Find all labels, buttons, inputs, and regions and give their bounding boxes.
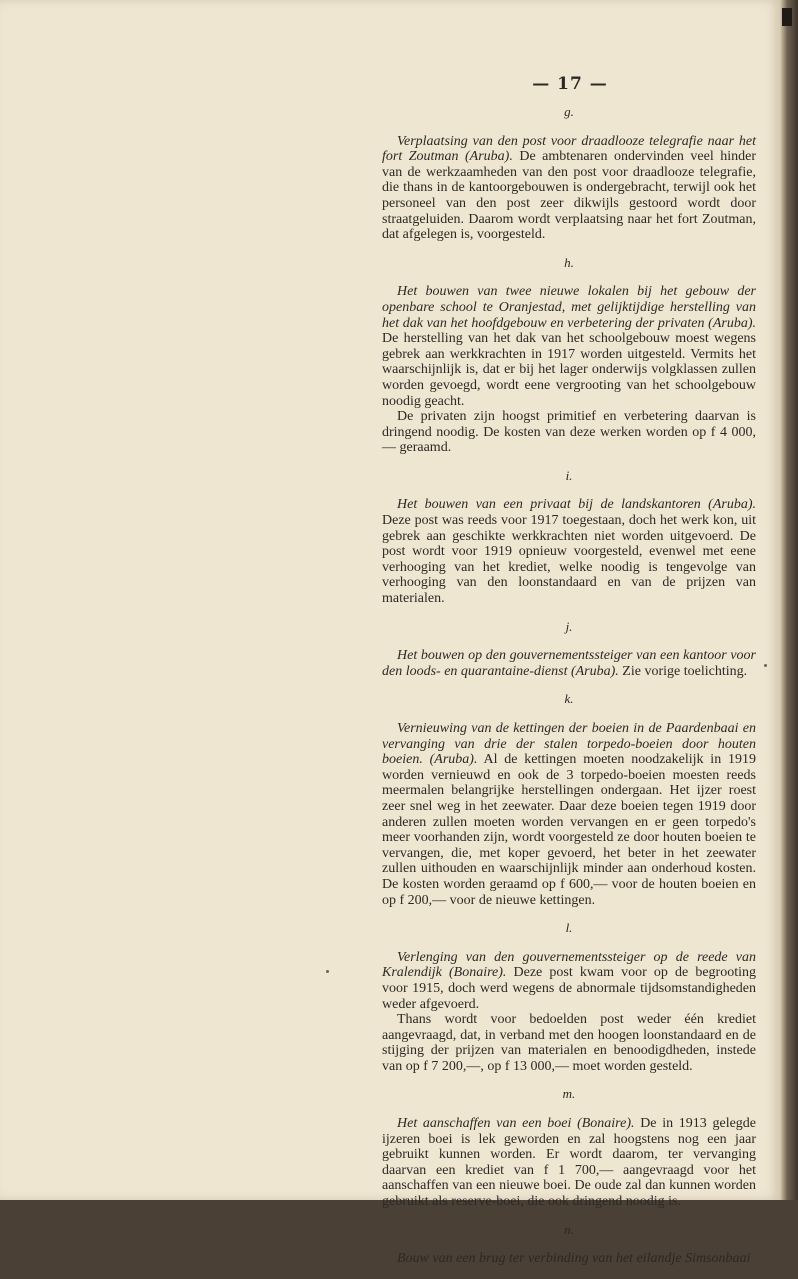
section-letter-l: l. — [565, 920, 573, 936]
binding-tab — [782, 8, 792, 26]
section-letter-n: n. — [564, 1221, 574, 1237]
section-letter-k: k. — [564, 691, 574, 707]
section-l — [382, 950, 756, 1075]
section-letter-g: g. — [564, 104, 574, 119]
section-g — [382, 134, 756, 243]
section-paragraph: Al de kettingen moeten noodzakelijk in 1919 worden vernieuwd en ook de 3 torpedo-boeien moesten reeds meermalen belangrijke herstellingen ondergaan. Het ijzer roest zeer snel weg in het zeewater. Daar deze boeien tegen 1919 door anderen zullen moeten worden vervangen en er geen torpedo's meer voorhanden zijn, wordt voorgesteld ze door houten boeien te vervangen, die, met koper gevoerd, het beter in het zeewater zullen uithouden en waarschijnlijk minder aan onderhoud kosten. De kosten worden geraamd op f 600,— voor de houten boeien en op f 200,— voor de nieuwe kettingen. — [382, 752, 756, 908]
section-paragraph: Thans wordt voor bedoelden post weder één krediet aangevraagd, dat, in verband met den hoogen loonstandaard en de stijging der prijzen van materialen en benoodigdheden, instede van op f 7 200,—, op f 13 000,— moet worden gesteld. — [382, 1012, 756, 1074]
paper-speck — [764, 664, 767, 667]
section-title: Vernieuwing van de kettingen der boeien in de Paardenbaai en vervanging van drie der stalen torpedo-boeien door houten boeien. (Aruba). — [382, 721, 756, 768]
section-paragraph: Zie vorige toelichting. — [622, 663, 748, 679]
section-letter-m: m. — [562, 1086, 576, 1102]
section-paragraph: De in 1913 gelegde ijzeren boei is lek geworden en zal hoogstens nog een jaar gebruikt kunnen worden. Er wordt daarom, ter vervanging daarvan een krediet van f 1 700,— aangevraagd voor het aanschaffen van een nieuwe boei. De oude zal dan kunnen worden gebruikt als reserve-boei, die ook dringend noodig is. — [382, 1116, 757, 1210]
section-title: Bouw van een brug ter verbinding van het eilandje Simsonbaai — [397, 1251, 751, 1267]
section-title: Het bouwen van twee nieuwe lokalen bij het gebouw der openbare school te Oranjestad, met gelijktijdige herstelling van het dak van het hoofdgebouw en verbetering der privaten (Aruba). — [382, 284, 756, 331]
section-m — [382, 1116, 756, 1210]
section-letter-j: j. — [565, 618, 573, 634]
section-k — [382, 721, 756, 908]
section-letter-h: h. — [564, 254, 574, 270]
section-paragraph: De privaten zijn hoogst primitief en verbetering daarvan is dringend noodig. De kosten van deze werken worden op f 4 000,— geraamd. — [382, 409, 756, 456]
paper-speck — [326, 970, 329, 973]
section-paragraph: Deze post kwam voor op de begrooting voor 1915, doch werd wegens de abnormale tijdsomstandigheden weder afgevoerd. — [382, 965, 756, 1012]
section-title: Het bouwen van een privaat bij de landskantoren (Aruba). — [397, 497, 756, 513]
text-column — [382, 104, 756, 1279]
section-paragraph: De ambtenaren ondervinden veel hinder van de werkzaamheden van den post voor draadlooze telegrafie, die thans in de kantoorgebouwen is ondergebracht, terwijl ook het personeel van den post zeer dikwijls gestoord wordt door straatgeluiden. Daarom wordt verplaatsing naar het fort Zoutman, dat afgelegen is, voorgesteld. — [382, 149, 757, 243]
section-letter-i: i. — [565, 467, 573, 483]
section-h — [382, 284, 756, 456]
section-j — [382, 648, 756, 679]
page-number: — 17 — — [532, 74, 608, 94]
section-paragraph: Deze post was reeds voor 1917 toegestaan, doch het werk kon, uit gebrek aan geschikte werkkrachten niet worden uitgevoerd. De post wordt voor 1919 opnieuw voorgesteld, evenwel met eene verhooging van het krediet, welke noodig is tengevolge van verhooging van den loonstandaard en van de prijzen van materialen. — [382, 513, 756, 607]
section-paragraph: De herstelling van het dak van het schoolgebouw moest wegens gebrek aan werkkrachten in 1917 worden uitgesteld. Vermits het waarschijnlijk is, dat er bij het lager onderwijs volgklassen zullen worden gevoegd, wordt eene vergrooting van het schoolgebouw noodig geacht. — [382, 331, 756, 409]
section-i — [382, 497, 756, 606]
section-title: Het aanschaffen van een boei (Bonaire). — [397, 1116, 635, 1132]
section-title: Verplaatsing van den post voor draadlooze telegrafie naar het fort Zoutman (Aruba). — [382, 133, 756, 165]
section-title: Het bouwen op den gouvernementssteiger van een kantoor voor den loods- en quarantaine-dienst (Aruba). — [382, 648, 756, 679]
page-edge — [780, 0, 798, 1200]
section-title: Verlenging van den gouvernementssteiger op de reede van Kralendijk (Bonaire). — [382, 949, 756, 981]
section-n — [382, 1251, 756, 1267]
